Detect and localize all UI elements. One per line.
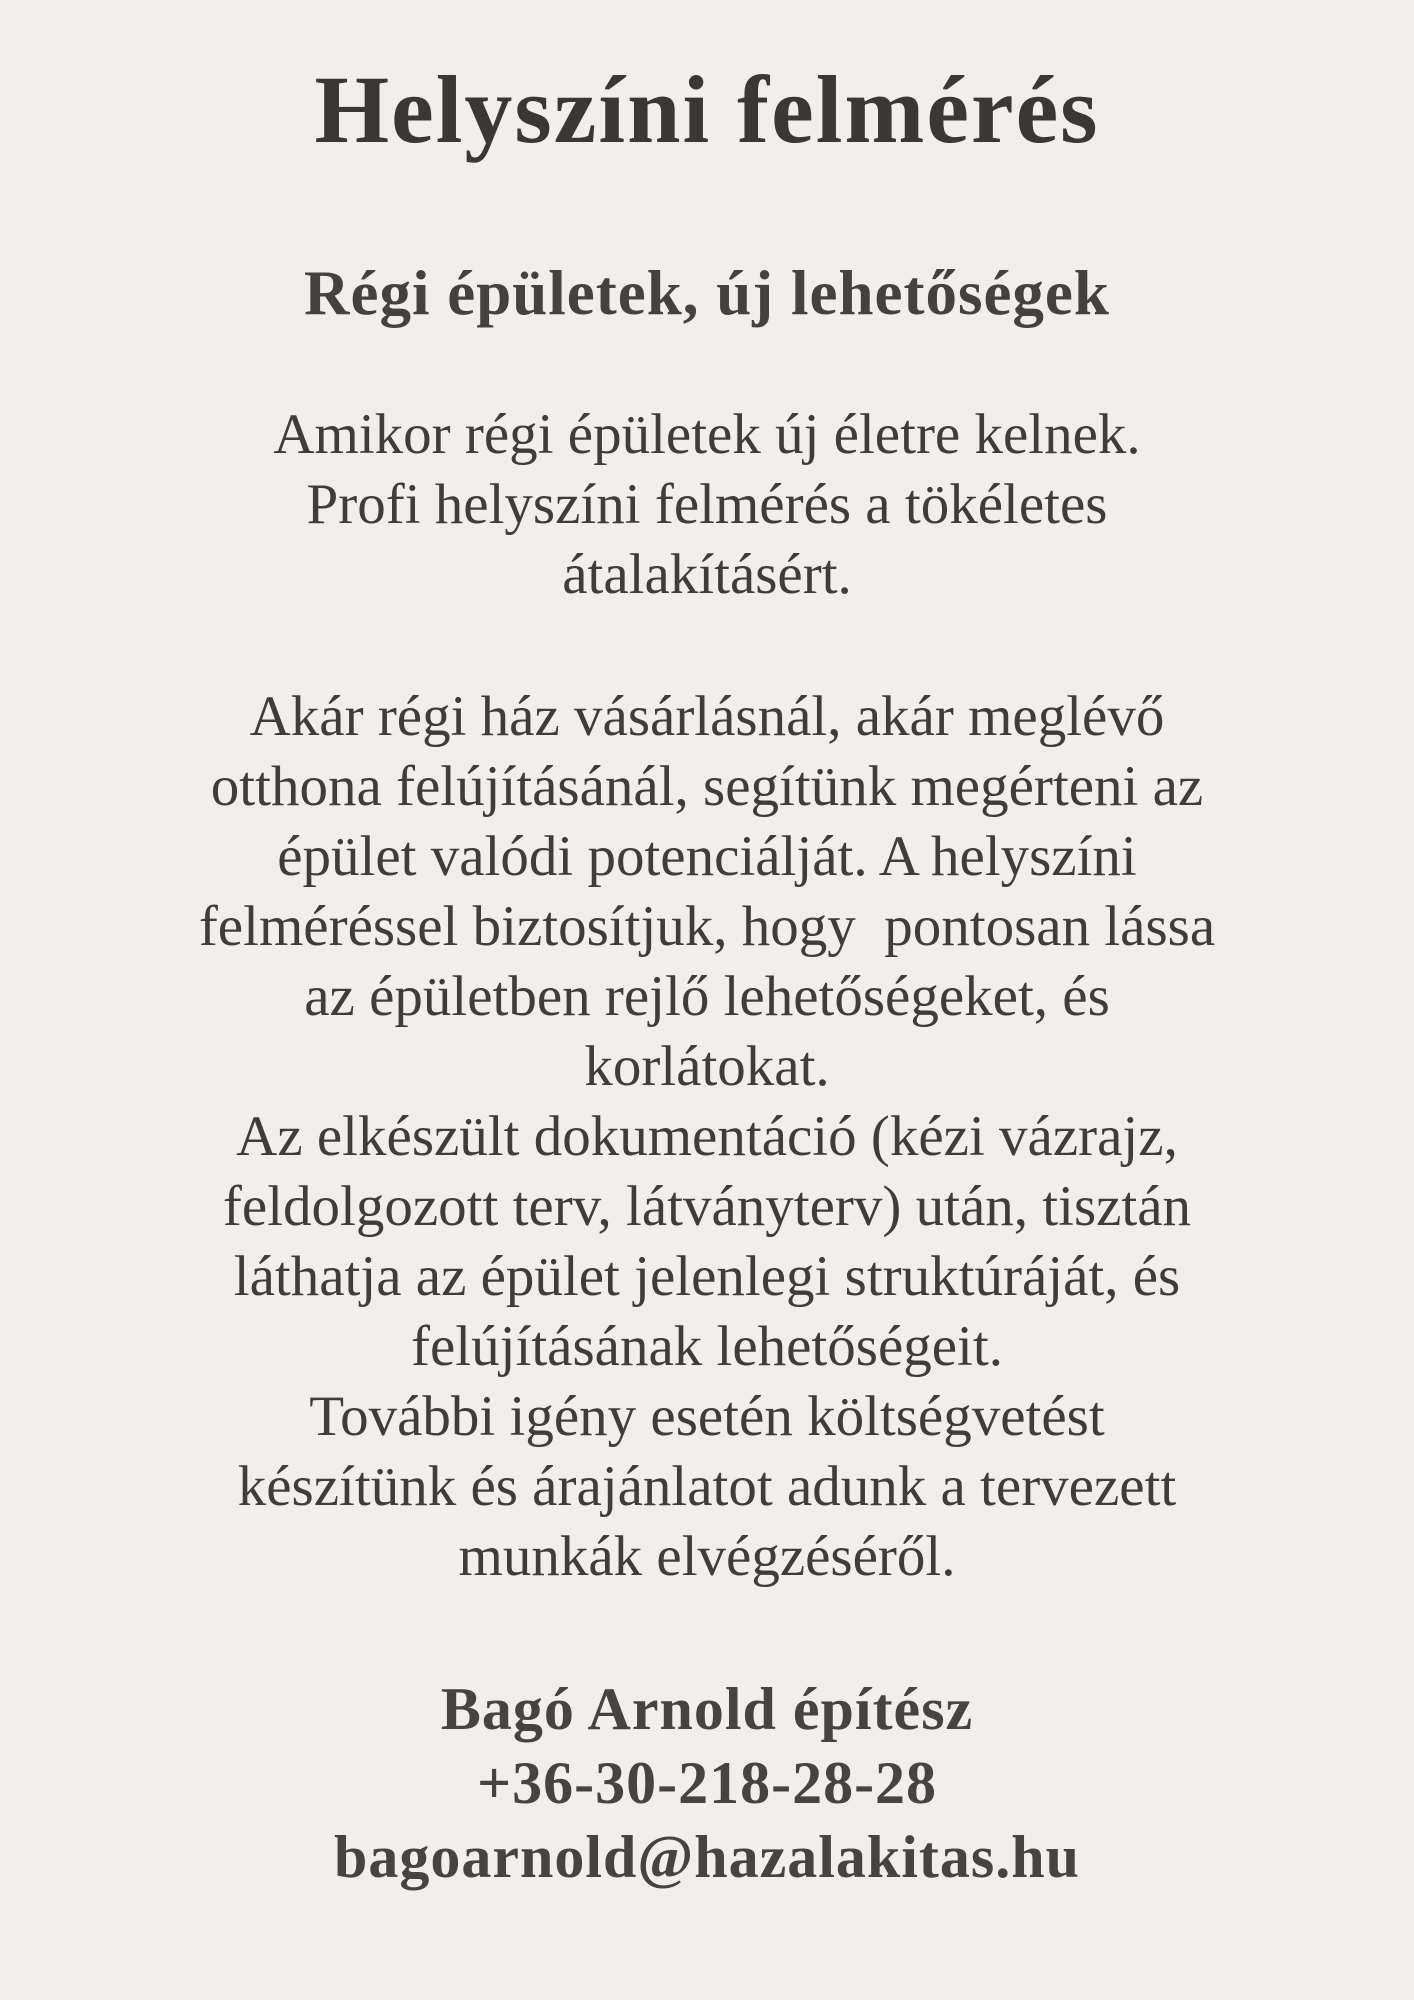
body-line: munkák elvégzéséről. — [458, 1525, 956, 1588]
body-line: készítünk és árajánlatot adunk a tervezett — [237, 1455, 1177, 1518]
body-line: Akár régi ház vásárlásnál, akár meglévő — [249, 685, 1165, 748]
body-line: láthatja az épület jelenlegi struktúráját, és — [233, 1245, 1181, 1308]
body-paragraph-potential — [0, 682, 1414, 1102]
body-line: feldolgozott terv, látványterv) után, tisztán — [222, 1175, 1192, 1238]
page-title: Helyszíni felmérés — [314, 56, 1100, 163]
body-line: az épületben rejlő lehetőségeket, és — [304, 965, 1110, 1028]
body-line: felújításának lehetőségeit. — [411, 1315, 1003, 1378]
body-line: épület valódi potenciálját. A helyszíni — [277, 825, 1137, 888]
body-line: korlátokat. — [584, 1035, 830, 1098]
body-line: Profi helyszíni felmérés a tökéletes — [306, 473, 1108, 536]
contact-email: bagoarnold@hazalakitas.hu — [334, 1824, 1080, 1890]
intro-paragraph — [0, 400, 1414, 610]
body-line: otthona felújításánál, segítünk megérteni az — [210, 755, 1204, 818]
body-line: átalakításért. — [562, 543, 852, 606]
body-paragraph-documentation — [0, 1102, 1414, 1382]
page-subtitle: Régi épületek, új lehetőségek — [304, 258, 1110, 328]
body-paragraph-quote — [0, 1382, 1414, 1592]
contact-block — [0, 1672, 1414, 1894]
contact-name: Bagó Arnold építész — [440, 1676, 974, 1742]
body-line: További igény esetén költségvetést — [309, 1385, 1105, 1448]
body-line: Amikor régi épületek új életre kelnek. — [273, 403, 1141, 466]
contact-phone: +36-30-218-28-28 — [476, 1750, 938, 1816]
body-line: Az elkészült dokumentáció (kézi vázrajz, — [236, 1105, 1178, 1168]
body-line: felméréssel biztosítjuk, hogy pontosan lássa — [198, 895, 1216, 958]
